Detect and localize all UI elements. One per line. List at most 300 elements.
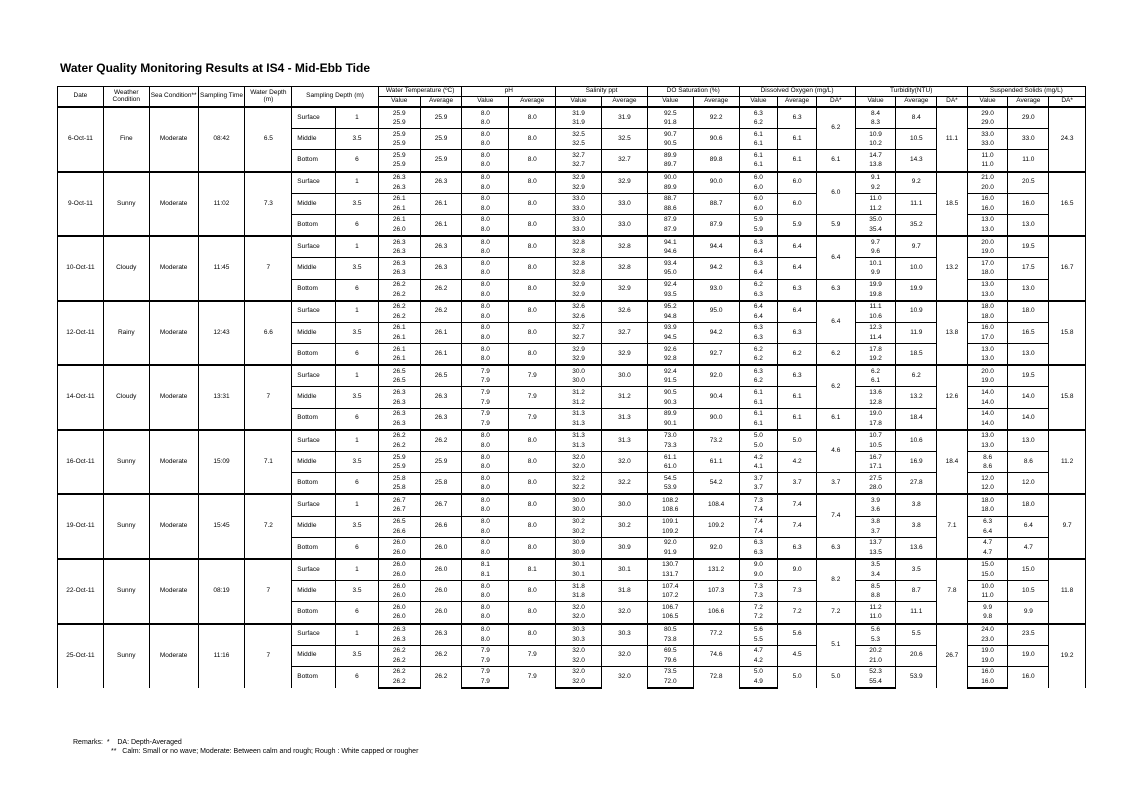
temperature-value-cell: 26.0 xyxy=(378,548,420,559)
temperature-average-cell: 26.5 xyxy=(420,365,462,387)
turbidity-average-cell: 16.9 xyxy=(896,452,937,473)
sampling-level-cell: Bottom xyxy=(292,214,336,236)
do-saturation-value-cell: 109.2 xyxy=(647,527,693,537)
page-title: Water Quality Monitoring Results at IS4 - Mid-Ebb Tide xyxy=(60,61,371,75)
salinity-average-cell: 32.6 xyxy=(601,301,647,323)
suspended-solids-value-cell: 8.6 xyxy=(967,452,1008,463)
do-saturation-average-cell: 106.6 xyxy=(693,602,739,624)
temperature-average-cell: 26.2 xyxy=(420,301,462,323)
ph-value-cell: 8.0 xyxy=(462,484,509,495)
weather-cell: Sunny xyxy=(103,494,149,559)
salinity-value-cell: 31.8 xyxy=(556,581,602,592)
do-saturation-value-cell: 73.5 xyxy=(647,666,693,677)
weather-cell: Sunny xyxy=(103,624,149,689)
sampling-depth-cell: 1 xyxy=(336,172,379,194)
header-water-depth: Water Depth (m) xyxy=(245,87,292,108)
turbidity-average-cell: 13.2 xyxy=(896,387,937,408)
turbidity-da-cell: 11.1 xyxy=(937,107,968,172)
temperature-average-cell: 26.6 xyxy=(420,516,462,537)
sampling-depth-cell: 3.5 xyxy=(336,452,379,473)
temperature-average-cell: 26.3 xyxy=(420,258,462,279)
turbidity-average-cell: 11.1 xyxy=(896,193,937,214)
temperature-average-cell: 26.1 xyxy=(420,193,462,214)
suspended-solids-da-cell: 9.7 xyxy=(1049,494,1086,559)
table-row xyxy=(58,301,1086,313)
turbidity-average-cell: 20.6 xyxy=(896,645,937,666)
do-saturation-value-cell: 94.5 xyxy=(647,333,693,343)
temperature-value-cell: 26.3 xyxy=(378,624,420,636)
turbidity-value-cell: 9.2 xyxy=(855,183,896,193)
ph-average-cell: 8.0 xyxy=(509,193,556,214)
turbidity-value-cell: 3.6 xyxy=(855,506,896,516)
ph-value-cell: 7.9 xyxy=(462,377,509,387)
sub-header-value: Value xyxy=(967,97,1008,108)
do-saturation-value-cell: 92.0 xyxy=(647,537,693,548)
dissolved-oxygen-value-cell: 6.3 xyxy=(739,236,778,248)
turbidity-average-cell: 5.5 xyxy=(896,624,937,646)
suspended-solids-value-cell: 18.0 xyxy=(967,506,1008,516)
do-saturation-average-cell: 90.4 xyxy=(693,387,739,408)
do-saturation-value-cell: 90.3 xyxy=(647,398,693,408)
dissolved-oxygen-da-cell: 6.3 xyxy=(816,537,855,559)
dissolved-oxygen-value-cell: 5.0 xyxy=(739,666,778,677)
dissolved-oxygen-da-cell: 3.7 xyxy=(816,473,855,495)
do-saturation-value-cell: 69.5 xyxy=(647,645,693,656)
ph-average-cell: 8.0 xyxy=(509,624,556,646)
dissolved-oxygen-average-cell: 6.4 xyxy=(778,301,817,323)
turbidity-da-cell: 13.2 xyxy=(937,236,968,301)
dissolved-oxygen-value-cell: 7.3 xyxy=(739,581,778,592)
suspended-solids-value-cell: 18.0 xyxy=(967,494,1008,506)
temperature-value-cell: 26.3 xyxy=(378,398,420,408)
turbidity-average-cell: 11.1 xyxy=(896,602,937,624)
salinity-value-cell: 30.2 xyxy=(556,527,602,537)
dissolved-oxygen-da-cell: 8.2 xyxy=(816,559,855,602)
header-water-temperature: Water Temperature (ºC) xyxy=(378,87,462,97)
table-body xyxy=(58,107,1086,688)
suspended-solids-value-cell: 16.0 xyxy=(967,322,1008,333)
ph-value-cell: 8.0 xyxy=(462,355,509,366)
turbidity-value-cell: 13.5 xyxy=(855,548,896,559)
suspended-solids-value-cell: 4.7 xyxy=(967,537,1008,548)
table-row xyxy=(58,236,1086,248)
ph-average-cell: 8.0 xyxy=(509,172,556,194)
dissolved-oxygen-average-cell: 6.4 xyxy=(778,258,817,279)
suspended-solids-average-cell: 11.0 xyxy=(1008,150,1049,172)
weather-cell: Fine xyxy=(103,107,149,172)
sampling-level-cell: Bottom xyxy=(292,344,336,366)
salinity-value-cell: 32.2 xyxy=(556,484,602,495)
suspended-solids-value-cell: 13.0 xyxy=(967,226,1008,237)
do-saturation-value-cell: 88.7 xyxy=(647,193,693,204)
dissolved-oxygen-da-cell: 6.2 xyxy=(816,365,855,408)
turbidity-value-cell: 9.6 xyxy=(855,248,896,258)
turbidity-da-cell: 18.4 xyxy=(937,430,968,495)
water-quality-table xyxy=(57,86,1086,689)
sub-header-average: Average xyxy=(693,97,739,108)
turbidity-value-cell: 21.0 xyxy=(855,656,896,666)
water-depth-cell: 7.1 xyxy=(245,430,292,495)
dissolved-oxygen-average-cell: 7.3 xyxy=(778,581,817,602)
sampling-depth-cell: 3.5 xyxy=(336,322,379,343)
suspended-solids-average-cell: 16.5 xyxy=(1008,322,1049,343)
salinity-value-cell: 31.3 xyxy=(556,419,602,430)
suspended-solids-value-cell: 11.0 xyxy=(967,592,1008,602)
salinity-value-cell: 31.3 xyxy=(556,408,602,419)
date-cell: 22-Oct-11 xyxy=(58,559,104,624)
temperature-average-cell: 26.0 xyxy=(420,602,462,624)
turbidity-value-cell: 20.2 xyxy=(855,645,896,656)
do-saturation-average-cell: 131.2 xyxy=(693,559,739,581)
weather-cell: Cloudy xyxy=(103,365,149,430)
suspended-solids-value-cell: 19.0 xyxy=(967,377,1008,387)
temperature-value-cell: 26.2 xyxy=(378,290,420,301)
turbidity-value-cell: 35.4 xyxy=(855,226,896,237)
temperature-value-cell: 25.8 xyxy=(378,473,420,484)
temperature-value-cell: 25.9 xyxy=(378,119,420,129)
turbidity-value-cell: 14.7 xyxy=(855,150,896,161)
ph-value-cell: 8.0 xyxy=(462,140,509,150)
ph-value-cell: 8.0 xyxy=(462,193,509,204)
sampling-depth-cell: 3.5 xyxy=(336,645,379,666)
date-cell: 19-Oct-11 xyxy=(58,494,104,559)
suspended-solids-da-cell: 16.5 xyxy=(1049,172,1086,237)
ph-value-cell: 8.0 xyxy=(462,344,509,355)
header-do-saturation: DO Saturation (%) xyxy=(647,87,739,97)
dissolved-oxygen-value-cell: 4.2 xyxy=(739,656,778,666)
dissolved-oxygen-average-cell: 4.2 xyxy=(778,452,817,473)
sampling-depth-cell: 1 xyxy=(336,624,379,646)
temperature-value-cell: 26.0 xyxy=(378,592,420,602)
sampling-level-cell: Bottom xyxy=(292,473,336,495)
do-saturation-value-cell: 92.4 xyxy=(647,279,693,290)
remarks-label: Remarks: xyxy=(73,739,103,746)
suspended-solids-value-cell: 33.0 xyxy=(967,140,1008,150)
sampling-time-cell: 15:45 xyxy=(198,494,245,559)
dissolved-oxygen-value-cell: 5.9 xyxy=(739,214,778,225)
salinity-average-cell: 32.0 xyxy=(601,602,647,624)
suspended-solids-value-cell: 13.0 xyxy=(967,290,1008,301)
dissolved-oxygen-da-cell: 6.4 xyxy=(816,236,855,279)
sampling-level-cell: Bottom xyxy=(292,408,336,430)
sampling-time-cell: 11:45 xyxy=(198,236,245,301)
sampling-depth-cell: 1 xyxy=(336,365,379,387)
dissolved-oxygen-average-cell: 6.3 xyxy=(778,322,817,343)
do-saturation-value-cell: 90.5 xyxy=(647,387,693,398)
turbidity-value-cell: 19.9 xyxy=(855,279,896,290)
ph-value-cell: 8.0 xyxy=(462,624,509,636)
do-saturation-value-cell: 89.9 xyxy=(647,150,693,161)
ph-value-cell: 8.0 xyxy=(462,537,509,548)
do-saturation-value-cell: 92.6 xyxy=(647,344,693,355)
sea-condition-cell: Moderate xyxy=(149,172,198,237)
salinity-value-cell: 33.0 xyxy=(556,204,602,214)
turbidity-average-cell: 3.5 xyxy=(896,559,937,581)
turbidity-value-cell: 8.4 xyxy=(855,107,896,119)
temperature-value-cell: 26.0 xyxy=(378,602,420,613)
dissolved-oxygen-average-cell: 6.3 xyxy=(778,365,817,387)
temperature-value-cell: 26.1 xyxy=(378,333,420,343)
dissolved-oxygen-value-cell: 5.0 xyxy=(739,430,778,442)
suspended-solids-average-cell: 10.5 xyxy=(1008,581,1049,602)
temperature-value-cell: 26.0 xyxy=(378,581,420,592)
sub-header-average: Average xyxy=(778,97,817,108)
turbidity-average-cell: 14.3 xyxy=(896,150,937,172)
dissolved-oxygen-average-cell: 7.2 xyxy=(778,602,817,624)
do-saturation-value-cell: 93.4 xyxy=(647,258,693,269)
ph-value-cell: 8.0 xyxy=(462,430,509,442)
dissolved-oxygen-average-cell: 6.0 xyxy=(778,172,817,194)
salinity-average-cell: 33.0 xyxy=(601,193,647,214)
salinity-average-cell: 31.2 xyxy=(601,387,647,408)
ph-value-cell: 8.0 xyxy=(462,463,509,473)
salinity-value-cell: 32.8 xyxy=(556,248,602,258)
suspended-solids-value-cell: 9.8 xyxy=(967,613,1008,624)
salinity-value-cell: 33.0 xyxy=(556,226,602,237)
salinity-average-cell: 32.2 xyxy=(601,473,647,495)
suspended-solids-da-cell: 16.7 xyxy=(1049,236,1086,301)
ph-average-cell: 7.9 xyxy=(509,387,556,408)
ph-average-cell: 7.9 xyxy=(509,666,556,688)
suspended-solids-value-cell: 13.0 xyxy=(967,441,1008,451)
ph-average-cell: 8.0 xyxy=(509,581,556,602)
do-saturation-value-cell: 90.0 xyxy=(647,172,693,184)
do-saturation-value-cell: 91.9 xyxy=(647,548,693,559)
dissolved-oxygen-average-cell: 6.1 xyxy=(778,129,817,150)
temperature-value-cell: 26.0 xyxy=(378,537,420,548)
salinity-value-cell: 30.1 xyxy=(556,559,602,571)
do-saturation-value-cell: 106.5 xyxy=(647,613,693,624)
do-saturation-average-cell: 88.7 xyxy=(693,193,739,214)
sea-condition-cell: Moderate xyxy=(149,301,198,366)
dissolved-oxygen-value-cell: 5.0 xyxy=(739,441,778,451)
temperature-value-cell: 26.3 xyxy=(378,258,420,269)
suspended-solids-value-cell: 21.0 xyxy=(967,172,1008,184)
do-saturation-value-cell: 88.6 xyxy=(647,204,693,214)
dissolved-oxygen-average-cell: 5.0 xyxy=(778,430,817,452)
sampling-depth-cell: 1 xyxy=(336,559,379,581)
ph-value-cell: 8.0 xyxy=(462,592,509,602)
temperature-value-cell: 26.3 xyxy=(378,635,420,645)
turbidity-value-cell: 10.7 xyxy=(855,430,896,442)
turbidity-da-cell: 7.1 xyxy=(937,494,968,559)
suspended-solids-value-cell: 16.0 xyxy=(967,193,1008,204)
water-depth-cell: 7 xyxy=(245,365,292,430)
ph-average-cell: 8.0 xyxy=(509,322,556,343)
turbidity-da-cell: 12.6 xyxy=(937,365,968,430)
suspended-solids-value-cell: 14.0 xyxy=(967,387,1008,398)
suspended-solids-average-cell: 19.5 xyxy=(1008,365,1049,387)
dissolved-oxygen-value-cell: 7.4 xyxy=(739,506,778,516)
do-saturation-value-cell: 61.0 xyxy=(647,463,693,473)
suspended-solids-average-cell: 33.0 xyxy=(1008,129,1049,150)
ph-average-cell: 8.0 xyxy=(509,430,556,452)
dissolved-oxygen-average-cell: 6.3 xyxy=(778,537,817,559)
dissolved-oxygen-value-cell: 6.3 xyxy=(739,258,778,269)
turbidity-da-cell: 26.7 xyxy=(937,624,968,689)
weather-cell: Sunny xyxy=(103,430,149,495)
ph-value-cell: 8.0 xyxy=(462,236,509,248)
temperature-value-cell: 25.9 xyxy=(378,107,420,119)
turbidity-value-cell: 13.6 xyxy=(855,387,896,398)
suspended-solids-value-cell: 12.0 xyxy=(967,473,1008,484)
header-turbidity: Turbidity(NTU) xyxy=(855,87,967,97)
turbidity-value-cell: 8.5 xyxy=(855,581,896,592)
dissolved-oxygen-average-cell: 5.9 xyxy=(778,214,817,236)
suspended-solids-value-cell: 19.0 xyxy=(967,248,1008,258)
dissolved-oxygen-average-cell: 5.0 xyxy=(778,666,817,688)
salinity-average-cell: 31.9 xyxy=(601,107,647,129)
salinity-value-cell: 30.0 xyxy=(556,494,602,506)
salinity-value-cell: 30.0 xyxy=(556,506,602,516)
do-saturation-value-cell: 89.9 xyxy=(647,408,693,419)
turbidity-average-cell: 9.7 xyxy=(896,236,937,258)
temperature-average-cell: 26.2 xyxy=(420,430,462,452)
dissolved-oxygen-da-cell: 6.1 xyxy=(816,150,855,172)
temperature-value-cell: 26.3 xyxy=(378,408,420,419)
do-saturation-average-cell: 94.4 xyxy=(693,236,739,258)
turbidity-average-cell: 27.8 xyxy=(896,473,937,495)
suspended-solids-value-cell: 24.0 xyxy=(967,624,1008,636)
dissolved-oxygen-average-cell: 9.0 xyxy=(778,559,817,581)
ph-value-cell: 8.0 xyxy=(462,613,509,624)
suspended-solids-value-cell: 18.0 xyxy=(967,269,1008,279)
remarks xyxy=(73,738,418,756)
temperature-average-cell: 25.9 xyxy=(420,107,462,129)
turbidity-average-cell: 3.8 xyxy=(896,494,937,516)
suspended-solids-da-cell: 11.8 xyxy=(1049,559,1086,624)
dissolved-oxygen-da-cell: 5.1 xyxy=(816,624,855,667)
temperature-value-cell: 26.6 xyxy=(378,527,420,537)
sampling-time-cell: 11:02 xyxy=(198,172,245,237)
weather-cell: Cloudy xyxy=(103,236,149,301)
dissolved-oxygen-value-cell: 6.3 xyxy=(739,333,778,343)
ph-value-cell: 8.0 xyxy=(462,516,509,527)
turbidity-value-cell: 10.1 xyxy=(855,258,896,269)
turbidity-value-cell: 16.7 xyxy=(855,452,896,463)
ph-value-cell: 8.0 xyxy=(462,161,509,172)
do-saturation-value-cell: 87.9 xyxy=(647,214,693,225)
do-saturation-value-cell: 90.7 xyxy=(647,129,693,140)
suspended-solids-value-cell: 14.0 xyxy=(967,398,1008,408)
ph-average-cell: 8.0 xyxy=(509,516,556,537)
turbidity-value-cell: 52.3 xyxy=(855,666,896,677)
suspended-solids-da-cell: 24.3 xyxy=(1049,107,1086,172)
suspended-solids-average-cell: 19.5 xyxy=(1008,236,1049,258)
sampling-depth-cell: 1 xyxy=(336,236,379,258)
ph-value-cell: 8.0 xyxy=(462,581,509,592)
do-saturation-value-cell: 89.9 xyxy=(647,183,693,193)
dissolved-oxygen-value-cell: 6.1 xyxy=(739,387,778,398)
temperature-value-cell: 26.1 xyxy=(378,204,420,214)
salinity-value-cell: 31.3 xyxy=(556,441,602,451)
salinity-average-cell: 30.2 xyxy=(601,516,647,537)
sub-header-da: DA* xyxy=(816,97,855,108)
ph-value-cell: 8.0 xyxy=(462,248,509,258)
dissolved-oxygen-average-cell: 6.4 xyxy=(778,236,817,258)
salinity-value-cell: 33.0 xyxy=(556,193,602,204)
ph-value-cell: 7.9 xyxy=(462,419,509,430)
turbidity-value-cell: 55.4 xyxy=(855,677,896,688)
date-cell: 9-Oct-11 xyxy=(58,172,104,237)
weather-cell: Sunny xyxy=(103,172,149,237)
turbidity-value-cell: 9.1 xyxy=(855,172,896,184)
temperature-value-cell: 26.1 xyxy=(378,355,420,366)
temperature-average-cell: 26.1 xyxy=(420,344,462,366)
turbidity-value-cell: 9.9 xyxy=(855,269,896,279)
dissolved-oxygen-average-cell: 6.3 xyxy=(778,279,817,301)
remarks-star2: ** xyxy=(111,748,117,755)
turbidity-average-cell: 6.2 xyxy=(896,365,937,387)
header-date: Date xyxy=(58,87,104,108)
do-saturation-value-cell: 90.1 xyxy=(647,419,693,430)
sub-header-value: Value xyxy=(556,97,602,108)
do-saturation-value-cell: 87.9 xyxy=(647,226,693,237)
temperature-value-cell: 26.5 xyxy=(378,377,420,387)
temperature-value-cell: 26.0 xyxy=(378,226,420,237)
salinity-value-cell: 30.1 xyxy=(556,571,602,581)
ph-value-cell: 8.0 xyxy=(462,119,509,129)
ph-value-cell: 8.0 xyxy=(462,333,509,343)
do-saturation-value-cell: 92.4 xyxy=(647,365,693,377)
salinity-average-cell: 32.7 xyxy=(601,322,647,343)
dissolved-oxygen-value-cell: 6.4 xyxy=(739,248,778,258)
do-saturation-average-cell: 90.0 xyxy=(693,172,739,194)
do-saturation-value-cell: 73.3 xyxy=(647,441,693,451)
suspended-solids-average-cell: 14.0 xyxy=(1008,387,1049,408)
remarks-star1: * xyxy=(106,739,110,746)
suspended-solids-value-cell: 13.0 xyxy=(967,355,1008,366)
turbidity-average-cell: 9.2 xyxy=(896,172,937,194)
ph-value-cell: 8.0 xyxy=(462,172,509,184)
table-row xyxy=(58,430,1086,442)
turbidity-average-cell: 10.0 xyxy=(896,258,937,279)
ph-value-cell: 8.1 xyxy=(462,559,509,571)
dissolved-oxygen-value-cell: 7.4 xyxy=(739,516,778,527)
turbidity-value-cell: 8.8 xyxy=(855,592,896,602)
ph-value-cell: 8.0 xyxy=(462,258,509,269)
temperature-average-cell: 26.0 xyxy=(420,581,462,602)
turbidity-value-cell: 10.6 xyxy=(855,312,896,322)
do-saturation-value-cell: 107.2 xyxy=(647,592,693,602)
suspended-solids-value-cell: 20.0 xyxy=(967,365,1008,377)
suspended-solids-value-cell: 29.0 xyxy=(967,107,1008,119)
turbidity-average-cell: 11.9 xyxy=(896,322,937,343)
ph-average-cell: 8.0 xyxy=(509,344,556,366)
dissolved-oxygen-value-cell: 6.2 xyxy=(739,377,778,387)
salinity-average-cell: 32.7 xyxy=(601,150,647,172)
do-saturation-value-cell: 61.1 xyxy=(647,452,693,463)
salinity-value-cell: 31.3 xyxy=(556,430,602,442)
dissolved-oxygen-value-cell: 7.2 xyxy=(739,602,778,613)
turbidity-value-cell: 5.6 xyxy=(855,624,896,636)
ph-average-cell: 8.0 xyxy=(509,301,556,323)
salinity-value-cell: 31.2 xyxy=(556,398,602,408)
sampling-depth-cell: 1 xyxy=(336,430,379,452)
do-saturation-average-cell: 109.2 xyxy=(693,516,739,537)
suspended-solids-value-cell: 8.6 xyxy=(967,463,1008,473)
do-saturation-average-cell: 89.8 xyxy=(693,150,739,172)
do-saturation-value-cell: 79.6 xyxy=(647,656,693,666)
do-saturation-average-cell: 92.7 xyxy=(693,344,739,366)
suspended-solids-value-cell: 4.7 xyxy=(967,548,1008,559)
ph-average-cell: 8.0 xyxy=(509,107,556,129)
dissolved-oxygen-value-cell: 6.4 xyxy=(739,269,778,279)
salinity-value-cell: 30.3 xyxy=(556,624,602,636)
sampling-level-cell: Surface xyxy=(292,430,336,452)
temperature-average-cell: 26.7 xyxy=(420,494,462,516)
dissolved-oxygen-average-cell: 6.1 xyxy=(778,408,817,430)
